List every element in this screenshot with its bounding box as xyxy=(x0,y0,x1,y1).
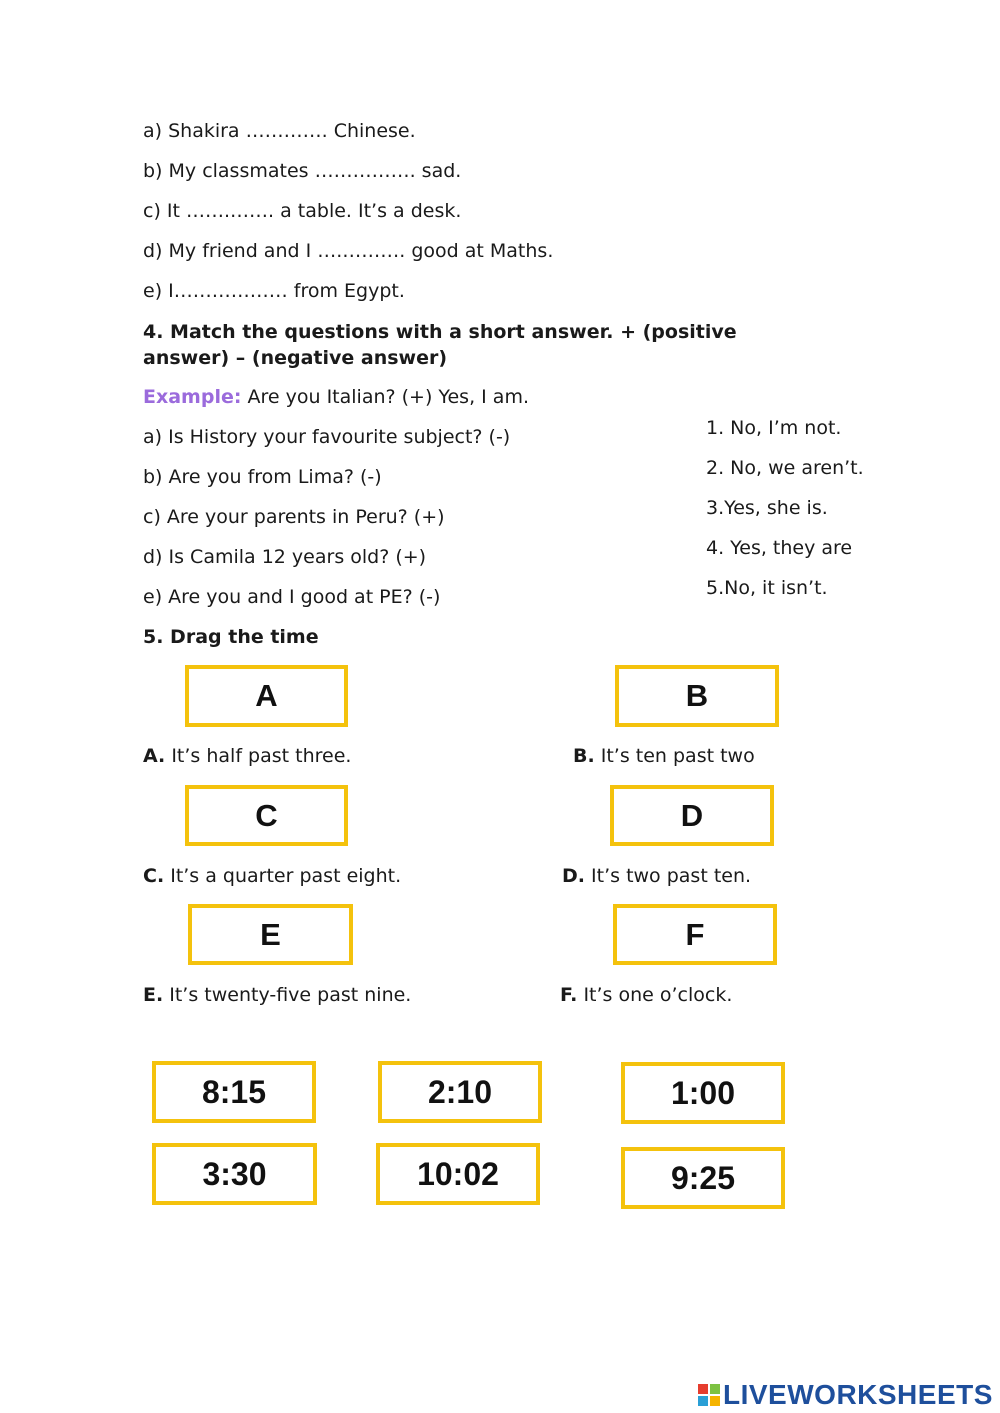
answer-3: 3.Yes, she is. xyxy=(706,497,828,519)
answer-4: 4. Yes, they are xyxy=(706,537,853,559)
logo-square-blue xyxy=(698,1396,708,1406)
target-b-label: B. xyxy=(573,745,595,767)
time-card-2-10[interactable]: 2:10 xyxy=(378,1061,542,1123)
answer-5: 5.No, it isn’t. xyxy=(706,577,828,599)
drop-target-e[interactable]: E xyxy=(188,904,353,965)
time-card-9-25[interactable]: 9:25 xyxy=(621,1147,785,1209)
exercise3-item-b: b) My classmates ……………. sad. xyxy=(143,160,462,182)
question-c: c) Are your parents in Peru? (+) xyxy=(143,506,445,528)
target-b-text: It’s ten past two xyxy=(594,745,755,767)
question-b: b) Are you from Lima? (-) xyxy=(143,466,382,488)
logo-square-yellow xyxy=(710,1396,720,1406)
exercise5-heading: 5. Drag the time xyxy=(143,626,319,648)
target-c-description xyxy=(143,864,401,888)
time-card-8-15[interactable]: 8:15 xyxy=(152,1061,316,1123)
time-card-3-30[interactable]: 3:30 xyxy=(152,1143,317,1205)
time-card-1-00[interactable]: 1:00 xyxy=(621,1062,785,1124)
target-d-text: It’s two past ten. xyxy=(585,865,752,887)
target-e-label: E. xyxy=(143,984,164,1006)
question-e: e) Are you and I good at PE? (-) xyxy=(143,586,441,608)
answer-1: 1. No, I’m not. xyxy=(706,417,842,439)
exercise4-example xyxy=(143,385,529,409)
target-f-description xyxy=(560,983,732,1007)
exercise3-item-d: d) My friend and I ….………. good at Maths. xyxy=(143,240,554,262)
question-d: d) Is Camila 12 years old? (+) xyxy=(143,546,427,568)
drop-target-d[interactable]: D xyxy=(610,785,774,846)
liveworksheets-logo-icon xyxy=(698,1384,720,1406)
target-d-label: D. xyxy=(562,865,585,887)
drop-target-c[interactable]: C xyxy=(185,785,348,846)
logo-square-green xyxy=(710,1384,720,1394)
answer-2: 2. No, we aren’t. xyxy=(706,457,864,479)
exercise3-item-e: e) I……………… from Egypt. xyxy=(143,280,405,302)
target-b-description xyxy=(573,744,755,768)
logo-square-red xyxy=(698,1384,708,1394)
example-label: Example: xyxy=(143,386,242,408)
target-f-text: It’s one o’clock. xyxy=(577,984,733,1006)
exercise3-item-a: a) Shakira …………. Chinese. xyxy=(143,120,416,142)
exercise3-item-c: c) It …….……. a table. It’s a desk. xyxy=(143,200,462,222)
target-a-description xyxy=(143,744,351,768)
liveworksheets-logo xyxy=(698,1378,993,1412)
question-a: a) Is History your favourite subject? (-) xyxy=(143,426,511,448)
target-f-label: F. xyxy=(560,984,578,1006)
target-a-label: A. xyxy=(143,745,166,767)
target-e-description xyxy=(143,983,411,1007)
liveworksheets-brand: LIVEWORKSHEETS xyxy=(723,1379,993,1410)
target-a-text: It’s half past three. xyxy=(165,745,352,767)
example-text: Are you Italian? (+) Yes, I am. xyxy=(241,386,529,408)
target-c-text: It’s a quarter past eight. xyxy=(164,865,402,887)
drop-target-a[interactable]: A xyxy=(185,665,348,727)
drop-target-f[interactable]: F xyxy=(613,904,777,965)
target-c-label: C. xyxy=(143,865,165,887)
time-card-10-02[interactable]: 10:02 xyxy=(376,1143,540,1205)
drop-target-b[interactable]: B xyxy=(615,665,779,727)
target-d-description xyxy=(562,864,751,888)
target-e-text: It’s twenty-five past nine. xyxy=(163,984,412,1006)
exercise4-heading: 4. Match the questions with a short answer. + (positive answer) – (negative answer) xyxy=(143,321,737,369)
